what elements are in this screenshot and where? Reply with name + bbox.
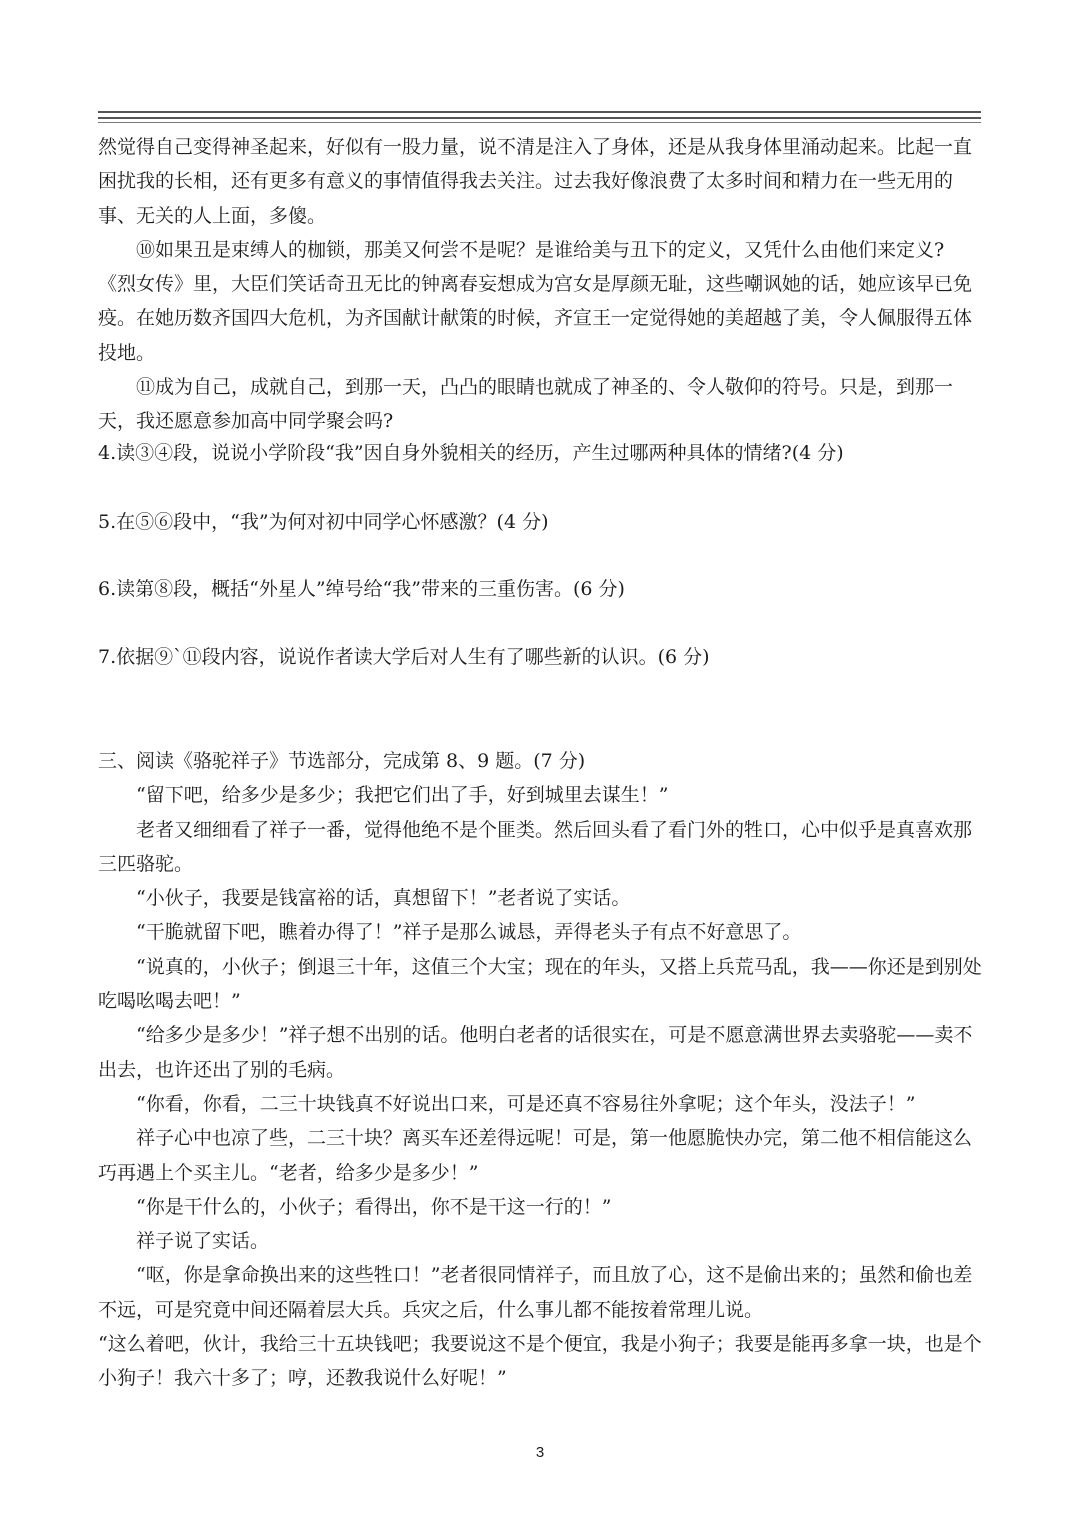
question-4-text: 4.读③④段，说说小学阶段“我”因自身外貌相关的经历，产生过哪两种具体的情绪?(4 分) [98, 442, 844, 464]
excerpt-paragraph: “说真的，小伙子；倒退三十年，这值三个大宝；现在的年头，又搭上兵荒马乱，我——你还是到别处吃喝吆喝去吧！” [98, 955, 982, 1013]
excerpt-paragraph: 祥子心中也凉了些，二三十块？离买车还差得远呢！可是，第一他愿脆快办完，第二他不相信能这么巧再遇上个买主儿。“老者，给多少是多少！” [98, 1127, 973, 1184]
header-rule-bottom [98, 122, 981, 123]
excerpt-paragraph: “给多少是多少！”祥子想不出别的话。他明白老者的话很实在，可是不愿意满世界去卖骆驼——卖不出去，也许还出了别的毛病。 [98, 1024, 973, 1081]
page-number: 3 [535, 1444, 545, 1461]
question-4 [98, 436, 982, 470]
excerpt-paragraph: “你是干什么的，小伙子；看得出，你不是干这一行的！” [136, 1195, 612, 1218]
question-7 [98, 640, 982, 674]
question-5 [98, 505, 982, 539]
excerpt-paragraph: “你看，你看，二三十块钱真不好说出口来，可是还真不容易往外拿呢；这个年头，没法子！” [136, 1092, 916, 1115]
passage-paragraph-10: ⑩如果丑是束缚人的枷锁，那美又何尝不是呢？是谁给美与丑下的定义，又凭什么由他们来定义?《烈女传》里，大臣们笑话奇丑无比的钟离春妄想成为宫女是厚颜无耻，这些嘲讽她的话，她应该早已免疫。在她历数齐国四大危机，为齐国献计献策的时候，齐宣王一定觉得她的美超越了美，令人佩服得五体投地。 [98, 238, 973, 364]
excerpt-paragraph: “呕，你是拿命换出来的这些牲口！”老者很同情祥子，而且放了心，这不是偷出来的；虽然和偷也差不远，可是究竟中间还隔着层大兵。兵灾之后，什么事儿都不能按着常理儿说。 [98, 1264, 973, 1321]
header-rule-middle [98, 117, 981, 119]
question-5-text: 5.在⑤⑥段中，“我”为何对初中同学心怀感激？(4 分) [98, 511, 549, 533]
section-3-heading: 三、阅读《骆驼祥子》节选部分，完成第 8、9 题。(7 分) [98, 750, 586, 772]
excerpt-paragraph: 祥子说了实话。 [136, 1230, 270, 1253]
question-6-text: 6.读第⑧段，概括“外星人”绰号给“我”带来的三重伤害。(6 分) [98, 578, 625, 600]
excerpt-paragraph: “小伙子，我要是钱富裕的话，真想留下！”老者说了实话。 [136, 887, 631, 910]
excerpt-paragraph: “干脆就留下吧，瞧着办得了！”祥子是那么诚恳，弄得老头子有点不好意思了。 [136, 921, 802, 944]
excerpt-paragraph: 老者又细细看了祥子一番，觉得他绝不是个匪类。然后回头看了看门外的牲口，心中似乎是真喜欢那三匹骆驼。 [98, 818, 973, 875]
header-rule-top [98, 111, 981, 113]
passage-continuation [98, 130, 982, 439]
section-3 [98, 744, 982, 1396]
excerpt-paragraph: “这么着吧，伙计，我给三十五块钱吧；我要说这不是个便宜，我是小狗子；我要是能再多拿一块，也是个小狗子！我六十多了；哼，还教我说什么好呢！” [98, 1333, 982, 1390]
passage-paragraph-9-end: 然觉得自己变得神圣起来，好似有一股力量，说不清是注入了身体，还是从我身体里涌动起来。比起一直困扰我的长相，还有更多有意义的事情值得我去关注。过去我好像浪费了太多时间和精力在一些无用的事、无关的人上面，多傻。 [98, 136, 973, 227]
question-6 [98, 572, 982, 606]
passage-paragraph-11: ⑪成为自己，成就自己，到那一天，凸凸的眼睛也就成了神圣的、令人敬仰的符号。只是，到那一天，我还愿意参加高中同学聚会吗? [98, 376, 954, 433]
excerpt-paragraph: “留下吧，给多少是多少；我把它们出了手，好到城里去谋生！” [136, 784, 669, 807]
question-7-text: 7.依据⑨`⑪段内容，说说作者读大学后对人生有了哪些新的认识。(6 分) [98, 646, 710, 668]
